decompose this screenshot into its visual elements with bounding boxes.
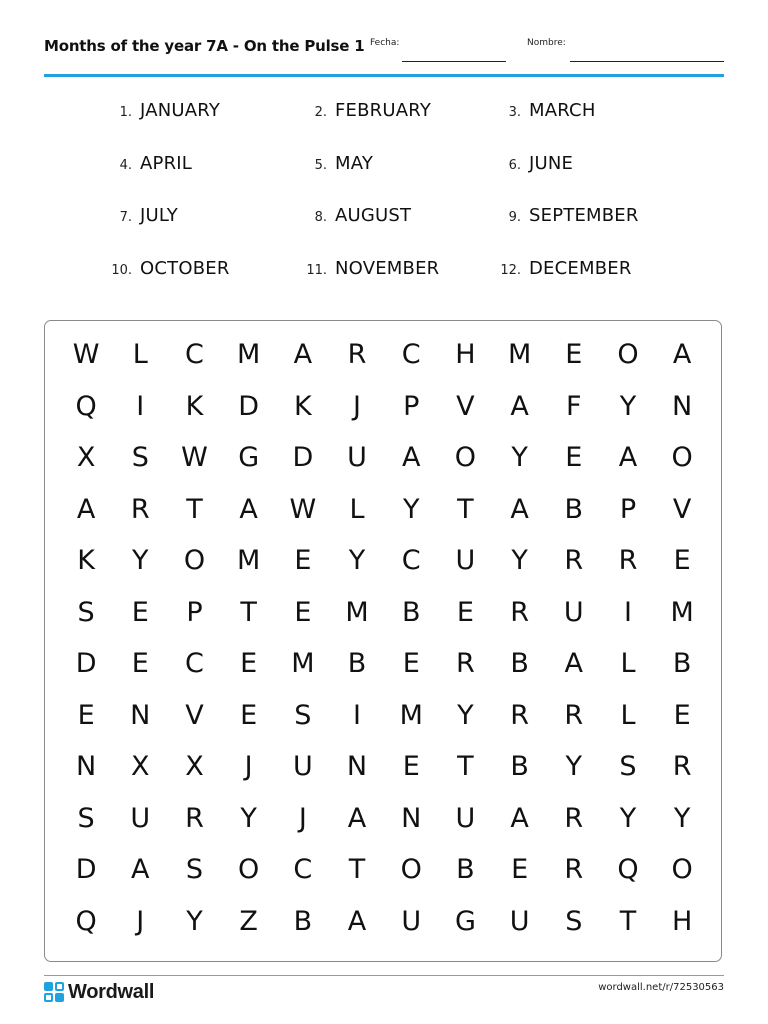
grid-letter[interactable]: R: [510, 699, 529, 731]
grid-letter[interactable]: W: [181, 442, 208, 474]
grid-letter[interactable]: R: [672, 751, 692, 783]
grid-letter[interactable]: C: [401, 545, 421, 577]
grid-letter[interactable]: T: [457, 751, 474, 783]
grid-letter[interactable]: C: [401, 339, 421, 371]
grid-letter[interactable]: E: [402, 648, 420, 680]
grid-letter[interactable]: Y: [240, 802, 257, 834]
word-text: DECEMBER: [529, 258, 632, 279]
grid-letter[interactable]: L: [620, 699, 636, 731]
grid-letter[interactable]: A: [131, 854, 150, 886]
grid-letter[interactable]: P: [403, 390, 420, 422]
word-number: 11.: [306, 263, 327, 278]
grid-letter[interactable]: T: [186, 493, 203, 525]
grid-letter[interactable]: R: [564, 854, 584, 886]
grid-letter[interactable]: S: [77, 596, 95, 628]
grid-letter[interactable]: R: [185, 802, 204, 834]
footer-divider: [44, 975, 724, 976]
word-number: 10.: [111, 263, 132, 278]
grid-letter[interactable]: T: [457, 493, 474, 525]
grid-letter[interactable]: I: [623, 596, 632, 628]
word-text: NOVEMBER: [335, 258, 440, 279]
grid-letter[interactable]: E: [402, 751, 420, 783]
grid-letter[interactable]: S: [619, 751, 637, 783]
grid-letter[interactable]: S: [185, 854, 204, 886]
grid-letter[interactable]: C: [185, 648, 204, 680]
grid-letter[interactable]: M: [399, 699, 423, 731]
grid-letter[interactable]: D: [292, 442, 314, 474]
word-text: FEBRUARY: [335, 100, 432, 121]
grid-letter[interactable]: O: [454, 442, 477, 474]
grid-letter[interactable]: R: [510, 596, 529, 628]
word-text: JULY: [140, 205, 178, 226]
grid-letter[interactable]: N: [130, 699, 151, 731]
grid-letter[interactable]: D: [75, 854, 97, 886]
word-number: 7.: [119, 210, 132, 225]
grid-letter[interactable]: U: [130, 802, 151, 834]
grid-letter[interactable]: N: [401, 802, 422, 834]
grid-letter[interactable]: U: [563, 596, 584, 628]
grid-letter[interactable]: E: [77, 699, 95, 731]
grid-letter[interactable]: O: [671, 854, 693, 886]
grid-letter[interactable]: R: [130, 493, 150, 525]
wordwall-logo: [44, 980, 154, 1004]
header-divider: [44, 74, 724, 77]
grid-letter[interactable]: L: [620, 648, 636, 680]
grid-letter[interactable]: P: [619, 493, 637, 525]
grid-letter[interactable]: X: [185, 751, 204, 783]
grid-letter[interactable]: Q: [75, 390, 97, 422]
word-number: 12.: [500, 263, 521, 278]
grid-letter[interactable]: V: [672, 493, 692, 525]
grid-letter[interactable]: E: [673, 699, 691, 731]
grid-letter[interactable]: O: [183, 545, 206, 577]
grid-letter[interactable]: B: [401, 596, 421, 628]
grid-letter[interactable]: D: [75, 648, 97, 680]
grid-letter[interactable]: E: [673, 545, 691, 577]
grid-letter[interactable]: A: [76, 493, 96, 525]
grid-letter[interactable]: A: [510, 493, 529, 525]
grid-letter[interactable]: C: [293, 854, 313, 886]
grid-letter[interactable]: U: [455, 802, 476, 834]
word-number: 3.: [508, 105, 521, 120]
page-title: Months of the year 7A - On the Pulse 1: [44, 37, 365, 55]
wordwall-logo-icon: [44, 982, 64, 1002]
grid-letter[interactable]: E: [565, 442, 583, 474]
grid-letter[interactable]: U: [509, 905, 530, 937]
grid-letter[interactable]: W: [72, 339, 100, 371]
grid-letter[interactable]: T: [348, 854, 366, 886]
grid-letter[interactable]: L: [349, 493, 365, 525]
grid-letter[interactable]: E: [511, 854, 529, 886]
word-number: 1.: [119, 105, 132, 120]
grid-letter[interactable]: E: [565, 339, 583, 371]
footer-url: wordwall.net/r/72530563: [598, 982, 724, 993]
grid-letter[interactable]: X: [76, 442, 96, 474]
logo-text: Wordwall: [68, 980, 155, 1003]
grid-letter[interactable]: I: [353, 699, 362, 731]
word-text: JUNE: [529, 153, 574, 174]
word-number: 2.: [314, 105, 327, 120]
grid-letter[interactable]: Y: [619, 802, 637, 834]
grid-letter[interactable]: M: [291, 648, 315, 680]
grid-letter[interactable]: J: [353, 390, 362, 422]
grid-letter[interactable]: Z: [239, 905, 258, 937]
grid-letter[interactable]: F: [566, 390, 582, 422]
grid-letter[interactable]: J: [136, 905, 145, 937]
grid-letter[interactable]: C: [185, 339, 204, 371]
grid-letter[interactable]: Y: [132, 545, 149, 577]
grid-letter[interactable]: I: [136, 390, 145, 422]
grid-letter[interactable]: G: [238, 442, 260, 474]
grid-letter[interactable]: A: [672, 339, 692, 371]
grid-letter[interactable]: O: [238, 854, 260, 886]
word-search-box: [44, 320, 722, 962]
word-number: 9.: [508, 210, 521, 225]
grid-letter[interactable]: E: [294, 545, 312, 577]
grid-letter[interactable]: Y: [619, 390, 637, 422]
grid-letter[interactable]: Y: [348, 545, 366, 577]
grid-letter[interactable]: K: [185, 390, 204, 422]
grid-letter[interactable]: E: [456, 596, 474, 628]
grid-letter[interactable]: Y: [511, 442, 528, 474]
grid-letter[interactable]: Y: [186, 905, 203, 937]
grid-letter[interactable]: L: [132, 339, 148, 371]
grid-letter[interactable]: O: [400, 854, 422, 886]
grid-letter[interactable]: E: [240, 699, 258, 731]
grid-letter[interactable]: Y: [673, 802, 691, 834]
grid-letter[interactable]: N: [346, 751, 368, 783]
grid-letter[interactable]: E: [131, 596, 149, 628]
grid-letter[interactable]: A: [239, 493, 258, 525]
grid-letter[interactable]: A: [347, 802, 367, 834]
grid-letter[interactable]: N: [672, 390, 693, 422]
grid-letter[interactable]: Y: [402, 493, 420, 525]
grid-letter[interactable]: N: [75, 751, 97, 783]
grid-letter[interactable]: R: [564, 699, 584, 731]
grid-letter[interactable]: E: [131, 648, 149, 680]
grid-letter[interactable]: M: [345, 596, 369, 628]
grid-letter[interactable]: B: [564, 493, 584, 525]
grid-letter[interactable]: M: [237, 545, 261, 577]
word-text: AUGUST: [335, 205, 412, 226]
grid-letter[interactable]: O: [617, 339, 639, 371]
fecha-field[interactable]: [402, 61, 506, 62]
grid-letter[interactable]: A: [293, 339, 313, 371]
grid-letter[interactable]: R: [618, 545, 638, 577]
grid-letter[interactable]: A: [347, 905, 367, 937]
grid-letter[interactable]: P: [186, 596, 203, 628]
word-number: 6.: [508, 158, 521, 173]
grid-letter[interactable]: B: [347, 648, 367, 680]
grid-letter[interactable]: M: [237, 339, 261, 371]
grid-letter[interactable]: J: [244, 751, 253, 783]
grid-letter[interactable]: Y: [565, 751, 583, 783]
grid-letter[interactable]: M: [507, 339, 532, 371]
grid-letter[interactable]: T: [619, 905, 637, 937]
word-number: 5.: [314, 158, 327, 173]
grid-letter[interactable]: A: [618, 442, 638, 474]
grid-letter[interactable]: H: [672, 905, 693, 937]
grid-letter[interactable]: E: [294, 596, 312, 628]
fecha-label: Fecha:: [370, 38, 400, 48]
grid-letter[interactable]: U: [455, 545, 476, 577]
grid-letter[interactable]: M: [670, 596, 694, 628]
grid-letter[interactable]: U: [347, 442, 367, 474]
grid-letter[interactable]: R: [456, 648, 475, 680]
grid-letter[interactable]: K: [77, 545, 95, 577]
grid-letter[interactable]: T: [240, 596, 257, 628]
grid-letter[interactable]: J: [298, 802, 307, 834]
grid-letter[interactable]: B: [672, 648, 692, 680]
grid-letter[interactable]: R: [564, 802, 584, 834]
letter-grid: [59, 329, 709, 947]
grid-letter[interactable]: A: [510, 802, 529, 834]
grid-letter[interactable]: E: [240, 648, 258, 680]
word-number: 4.: [119, 158, 132, 173]
grid-letter[interactable]: S: [565, 905, 583, 937]
grid-letter[interactable]: A: [401, 442, 421, 474]
grid-letter[interactable]: D: [238, 390, 260, 422]
grid-letter[interactable]: Y: [457, 699, 474, 731]
grid-letter[interactable]: R: [347, 339, 367, 371]
word-text: MAY: [335, 153, 374, 174]
grid-letter[interactable]: B: [456, 854, 475, 886]
grid-letter[interactable]: Q: [75, 905, 97, 937]
grid-letter[interactable]: U: [401, 905, 422, 937]
grid-letter[interactable]: H: [455, 339, 476, 371]
grid-letter[interactable]: X: [131, 751, 150, 783]
grid-letter[interactable]: R: [564, 545, 584, 577]
grid-letter[interactable]: U: [292, 751, 313, 783]
worksheet-header: [44, 30, 724, 70]
grid-letter[interactable]: B: [510, 648, 529, 680]
word-text: SEPTEMBER: [529, 205, 639, 226]
word-text: JANUARY: [140, 100, 221, 121]
grid-letter[interactable]: S: [77, 802, 95, 834]
grid-letter[interactable]: B: [293, 905, 313, 937]
grid-letter[interactable]: G: [454, 905, 476, 937]
word-text: APRIL: [140, 153, 193, 174]
grid-letter[interactable]: Y: [511, 545, 528, 577]
grid-letter[interactable]: A: [564, 648, 584, 680]
word-text: MARCH: [529, 100, 596, 121]
grid-letter[interactable]: V: [456, 390, 475, 422]
word-number: 8.: [314, 210, 327, 225]
grid-letter[interactable]: A: [510, 390, 529, 422]
grid-letter[interactable]: S: [131, 442, 149, 474]
nombre-label: Nombre:: [527, 38, 566, 48]
grid-letter[interactable]: O: [671, 442, 693, 474]
grid-letter[interactable]: S: [294, 699, 312, 731]
grid-letter[interactable]: Q: [617, 854, 639, 886]
nombre-field[interactable]: [570, 61, 724, 62]
word-text: OCTOBER: [140, 258, 230, 279]
grid-letter[interactable]: B: [510, 751, 529, 783]
grid-letter[interactable]: K: [293, 390, 312, 422]
grid-letter[interactable]: W: [289, 493, 317, 525]
grid-letter[interactable]: V: [185, 699, 204, 731]
